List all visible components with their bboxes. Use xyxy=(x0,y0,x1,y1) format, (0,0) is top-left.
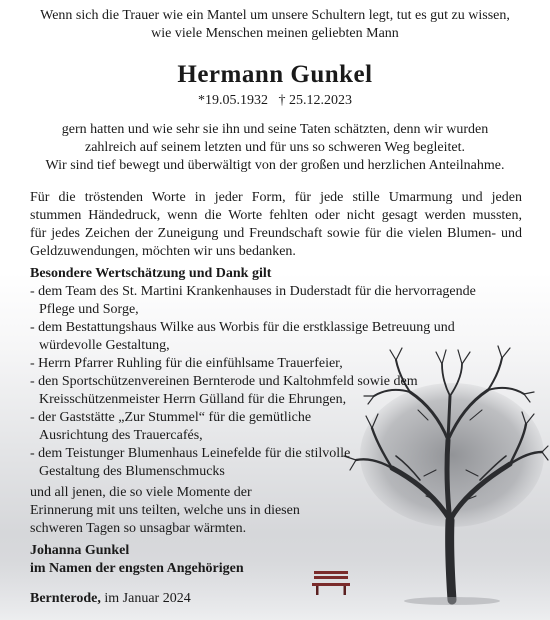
special-thanks-heading: Besondere Wertschätzung und Dank gilt xyxy=(30,266,272,281)
list-item: - den Sportschützenvereinen Bernterode und Kaltohmfeld sowie dem xyxy=(30,374,418,389)
closing-line: schweren Tagen so unsagbar wärmten. xyxy=(30,521,247,536)
closing-text xyxy=(30,484,300,538)
list-item: - der Gaststätte „Zur Stummel“ für die gemütliche xyxy=(30,410,312,425)
birth-date: *19.05.1932 xyxy=(198,93,268,108)
thanks-paragraph-1 xyxy=(0,121,550,175)
special-thanks-list xyxy=(30,265,550,481)
signature xyxy=(30,542,244,578)
thanks-paragraph-2 xyxy=(30,189,522,261)
paragraph-line: gern hatten und wie sehr sie ihn und seine Taten schätzten, denn wir wurden xyxy=(61,122,489,137)
list-item-continuation: Pflege und Sorge, xyxy=(39,302,139,317)
list-item: - dem Bestattungshaus Wilke aus Worbis für die erstklassige Betreuung und xyxy=(30,320,455,335)
signature-name: Johanna Gunkel xyxy=(30,543,130,558)
intro-line: Wenn sich die Trauer wie ein Mantel um unsere Schultern legt, tut es gut zu wissen, xyxy=(40,8,510,23)
date-text: im Januar 2024 xyxy=(104,591,191,606)
paragraph-line: Für die tröstenden Worte in jeder Form, für jede stille Umarmung und jeden xyxy=(30,190,522,205)
deceased-name: Hermann Gunkel xyxy=(177,61,373,88)
paragraph-line: zahlreich auf seinem letzten und für uns so schweren Weg begleitet. xyxy=(85,140,465,155)
paragraph-line: Wir sind tief bewegt und überwältigt von der großen und herzlichen Anteilnahme. xyxy=(45,158,505,173)
list-item-continuation: Ausrichtung des Trauercafés, xyxy=(39,428,203,443)
intro-line: wie viele Menschen meinen geliebten Mann xyxy=(151,26,399,41)
closing-line: Erinnerung mit uns teilten, welche uns in diesen xyxy=(30,503,300,518)
life-dates xyxy=(0,92,550,110)
paragraph-line: für jedes Zeichen der Zuneigung und Freundschaft sowie für die vielen Blumen- und xyxy=(30,226,522,241)
closing-line: und all jenen, die so viele Momente der xyxy=(30,485,252,500)
list-item-continuation: Kreisschützenmeister Herrn Gülland für die Ehrungen, xyxy=(39,392,347,407)
place-date xyxy=(30,590,191,608)
intro-text xyxy=(0,7,550,43)
paragraph-line: stummen Händedruck, wenn die Worte fehlten oder nicht gesagt werden mussten, xyxy=(30,208,522,223)
paragraph-line: Geldzuwendungen, möchten wir uns bedanken. xyxy=(30,244,296,259)
list-item: - Herrn Pfarrer Ruhling für die einfühlsame Trauerfeier, xyxy=(30,356,343,371)
list-item: - dem Teistunger Blumenhaus Leinefelde für die stilvolle xyxy=(30,446,351,461)
place-name: Bernterode, xyxy=(30,591,101,606)
list-item-continuation: würdevolle Gestaltung, xyxy=(39,338,170,353)
list-item: - dem Team des St. Martini Krankenhauses in Duderstadt für die hervorragende xyxy=(30,284,476,299)
death-date: † 25.12.2023 xyxy=(278,93,352,108)
list-item-continuation: Gestaltung des Blumenschmucks xyxy=(39,464,225,479)
signature-relation: im Namen der engsten Angehörigen xyxy=(30,561,244,576)
